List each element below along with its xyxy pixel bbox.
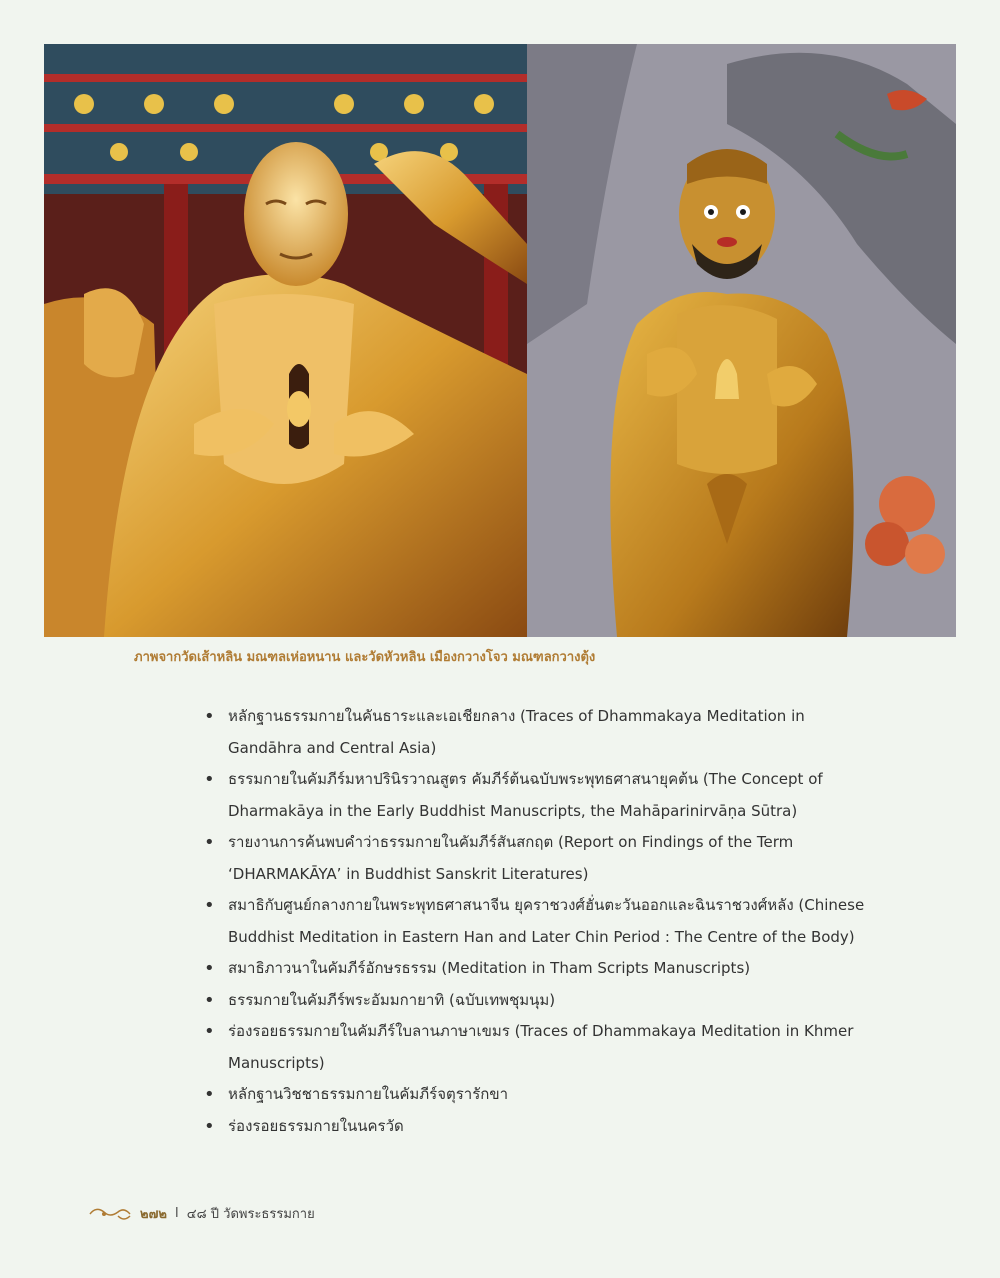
list-item: • ร่องรอยธรรมกายในคัมภีร์ใบลานภาษาเขมร (Traces of Dhammakaya Meditation in Khmer Manuscripts) xyxy=(200,1016,880,1079)
scroll-ornament-icon xyxy=(88,1204,132,1224)
list-item: • สมาธิภาวนาในคัมภีร์อักษรธรรม (Meditation in Tham Scripts Manuscripts) xyxy=(200,953,880,985)
list-item: • รายงานการค้นพบคำว่าธรรมกายในคัมภีร์สันสกฤต (Report on Findings of the Term ‘DHARMAKĀYA’ in Buddhist Sanskrit Literatures) xyxy=(200,827,880,890)
list-item: • หลักฐานวิชชาธรรมกายในคัมภีร์จตุรารักขา xyxy=(200,1079,880,1111)
page-footer xyxy=(88,1203,315,1224)
photo-caption: ภาพจากวัดเส้าหลิน มณฑลเห่อหนาน และวัดหัวหลิน เมืองกวางโจว มณฑลกวางตุ้ง xyxy=(134,650,596,665)
footer-separator: I xyxy=(174,1206,179,1221)
list-item: • ร่องรอยธรรมกายในนครวัด xyxy=(200,1111,880,1143)
list-item: • หลักฐานธรรมกายในคันธาระและเอเชียกลาง (Traces of Dhammakaya Meditation in Gandāhra and Central Asia) xyxy=(200,701,880,764)
seated-golden-statue-photo xyxy=(44,44,527,637)
topic-list xyxy=(200,701,880,1142)
book-title: ๔๘ ปี วัดพระธรรมกาย xyxy=(186,1207,315,1222)
list-item: • สมาธิกับศูนย์กลางกายในพระพุทธศาสนาจีน ยุคราชวงศ์ฮั่นตะวันออกและฉินราชวงศ์หลัง (Chinese Buddhist Meditation in Eastern Han and Later Chin Period : The Centre of the Body) xyxy=(200,890,880,953)
page-number: ๒๗๒ xyxy=(140,1207,167,1222)
list-item: • ธรรมกายในคัมภีร์มหาปรินิรวาณสูตร คัมภีร์ต้นฉบับพระพุทธศาสนายุคต้น (The Concept of Dharmakāya in the Early Buddhist Manuscripts, the Mahāparinirvāṇa Sūtra) xyxy=(200,764,880,827)
standing-golden-statue-photo xyxy=(527,44,956,637)
photo-strip xyxy=(44,44,956,637)
list-item: • ธรรมกายในคัมภีร์พระอัมมกายาทิ (ฉบับเทพชุมนุม) xyxy=(200,985,880,1017)
